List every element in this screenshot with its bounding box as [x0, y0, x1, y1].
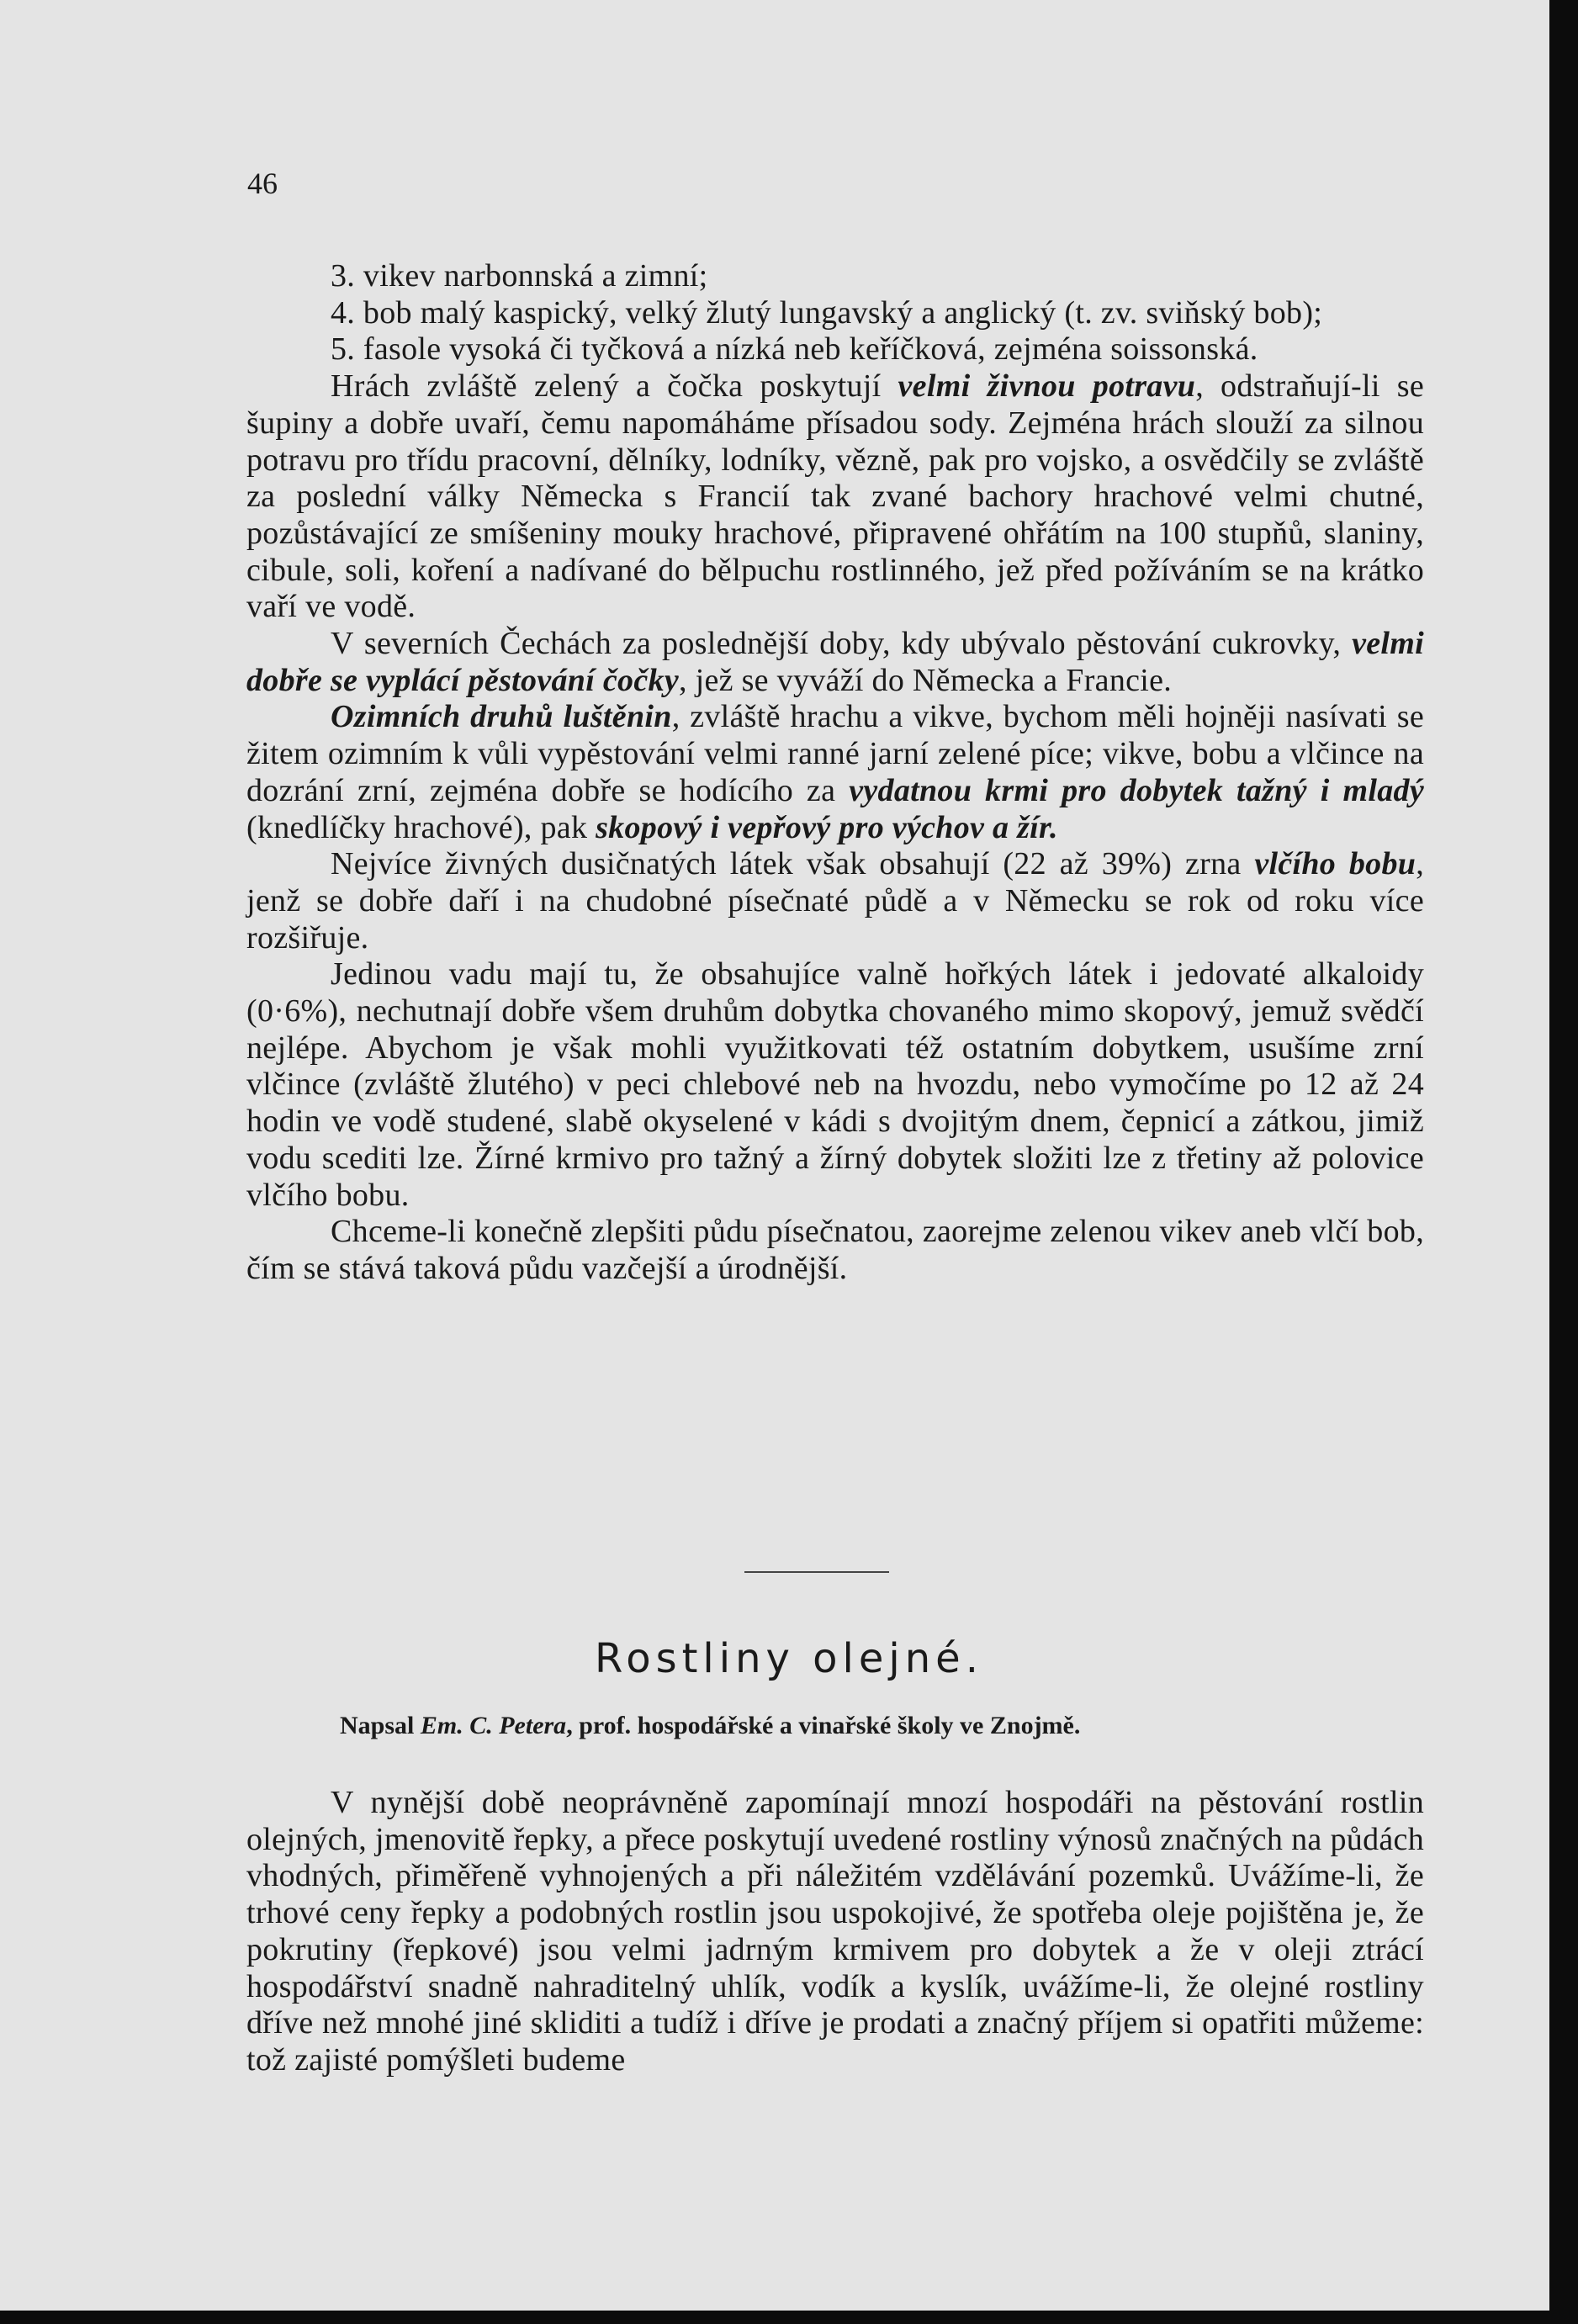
article-title: Rostliny olejné. — [595, 1635, 983, 1682]
page-number: 46 — [247, 167, 278, 200]
list-item: 3. vikev narbonnská a zimní; — [331, 258, 708, 294]
emphasized-text: skopový i vepřový pro výchov a žír. — [596, 809, 1058, 845]
emphasized-text: vlčího bobu — [1254, 846, 1416, 882]
paragraph: Chceme-li konečně zlepšiti půdu písečnatou, zaorejme zelenou vikev aneb vlčí bob, čím se stává taková půdu vazčejší a úrodnější. — [246, 1214, 1424, 1286]
scan-border-right — [1549, 0, 1578, 2324]
scan-border-bottom — [0, 2311, 1578, 2324]
paragraph-text: Hrách zvláště zelený a čočka poskytují — [331, 368, 898, 405]
article-byline — [340, 1709, 1080, 1743]
paragraph: V nynější době neoprávněně zapomínají mnozí hospodáři na pěstování rostlin olejných, jmenovitě řepky, a přece poskytují uvedené rostliny výnosů značných na půdách vhodných, přiměřeně vyhnojených a při náležitém vzdělávání pozemků. Uvážíme-li, že trhové ceny řepky a podobných rostlin jsou uspokojivé, že spotřeba oleje pojištěna je, že pokrutiny (řepkové) jsou velmi jadrným krmivem pro dobytek a že v oleji ztrácí hospodářství snadně nahraditelný uhlík, vodík a kyslík, uvážíme-li, že olejné rostliny dříve než mnohé jiné skliditi a tudíž i dříve je prodati a značný příjem si opatřiti můžeme: tož zajisté pomýšleti budeme — [246, 1785, 1424, 2078]
list-item: 4. bob malý kaspický, velký žlutý lungavský a anglický (t. zv. sviňský bob); — [331, 294, 1323, 331]
paragraph-text: Nejvíce živných dusičnatých látek však obsahují (22 až 39%) zrna — [331, 846, 1255, 882]
paragraph — [246, 846, 1424, 956]
emphasized-text: velmi dobře se vyplácí pěstování čočky — [246, 626, 1424, 698]
paragraph: Jedinou vadu mají tu, že obsahujíce valně hořkých látek i jedovaté alkaloidy (0·6%), nechutnají dobře všem druhům dobytka chovaného mimo skopový, jemuž svědčí nejlépe. Abychom je však mohli využitkovati též ostatním dobytkem, usušíme zrní vlčince (zvláště žlutého) v peci chlebové neb na hvozdu, nebo vymočíme po 12 až 24 hodin ve vodě studené, slabě okyselené v kádi s dvojitým dnem, čepnicí a zátkou, jimiž vodu scediti lze. Žírné krmivo pro tažný a žírný dobytek složiti lze z třetiny až polovice vlčího bobu. — [246, 956, 1424, 1213]
paragraph-text: V severních Čechách za poslednější doby, kdy ubývalo pěstování cukrovky, — [331, 626, 1353, 662]
paragraph-text: , zvláště hrachu a vikve, bychom měli hojněji nasívati se žitem ozimním k vůli vypěstování velmi ranné jarní zelené píce; vikve, bobu a vlčince na dozrání zrní, zejména dobře se hodícího za — [246, 699, 1424, 808]
paragraph — [246, 368, 1424, 626]
paragraph-text: , odstraňují-li se šupiny a dobře uvaří, čemu napomáháme přísadou sody. Zejména hrách slouží za silnou potravu pro třídu pracovní, dělníky, lodníky, vězně, pak pro vojsko, a osvědčily se zvláště za poslední války Německa s Francií tak zvané bachory hrachové velmi chutné, pozůstávající ze smíšeniny mouky hrachové, připravené ohřátím na 100 stupňů, slaniny, cibule, soli, koření a nadívané do bělpuchu rostlinného, jež před požíváním se na krátko vaří ve vodě. — [246, 368, 1424, 625]
byline-prefix: Napsal — [340, 1712, 421, 1739]
emphasized-text: vydatnou krmi pro dobytek tažný i mladý — [849, 772, 1424, 808]
list-item: 5. fasole vysoká či tyčková a nízká neb keříčková, zejména soissonská. — [331, 331, 1258, 368]
emphasized-text: velmi živnou potravu — [898, 368, 1196, 405]
section-separator — [744, 1571, 889, 1573]
byline-suffix: , prof. hospodářské a vinařské školy ve Znojmě. — [566, 1712, 1081, 1739]
paragraph-text: (knedlíčky hrachové), pak — [246, 809, 596, 845]
paragraph-text: , jež se vyváží do Německa a Francie. — [679, 662, 1173, 698]
byline-author: Em. C. Petera — [420, 1712, 567, 1739]
emphasized-text: Ozimních druhů luštěnin — [331, 699, 672, 735]
article-body — [246, 1785, 1424, 2079]
paragraph — [246, 626, 1424, 699]
paragraph-text: , jenž se dobře daří i na chudobné písečnaté půdě a v Německu se rok od roku více rozšiřuje. — [246, 846, 1424, 956]
paragraph — [246, 699, 1424, 846]
previous-article-continuation — [246, 258, 1424, 1288]
